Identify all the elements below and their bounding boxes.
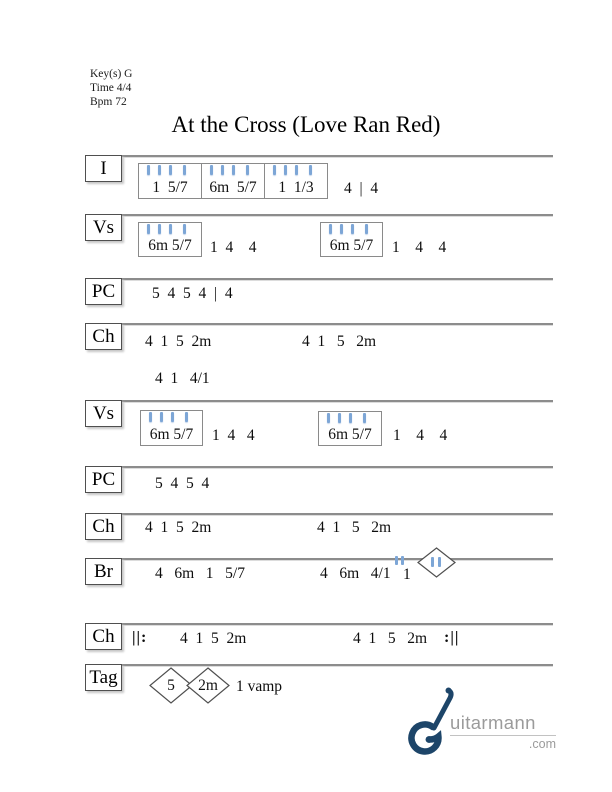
section-label-text: PC: [91, 468, 116, 490]
section-label-text: Br: [94, 560, 113, 582]
chord-phrase: 6m 5/7: [149, 426, 194, 443]
bpm: Bpm 72: [90, 96, 127, 108]
repeat-close-sign: :||: [444, 629, 460, 646]
chord-phrase: 4 1 5 2m: [302, 333, 377, 350]
time-signature: Time 4/4: [90, 82, 132, 94]
chord-phrase: 1 4 4: [392, 239, 447, 256]
section-line: [85, 513, 553, 515]
section-label-text: Tag: [89, 666, 118, 688]
chord-box: [140, 410, 203, 446]
chord-phrase: 4 1 5 2m: [317, 519, 392, 536]
section-line: [85, 466, 553, 468]
chord-phrase: 5 4 5 4 | 4: [152, 285, 233, 302]
chord-box: [138, 222, 202, 257]
chord-phrase: 1 4 4: [393, 427, 448, 444]
section-label-prechorus2: [85, 466, 122, 493]
chord-phrase: 6m 5/7: [209, 179, 257, 196]
diamond-chord: 2m: [198, 676, 218, 694]
section-label-verse1: [85, 214, 122, 241]
section-label-tag: [85, 664, 122, 691]
section-line: [85, 558, 553, 560]
section-label-text: Vs: [92, 216, 115, 238]
chord-phrase: 4 | 4: [344, 180, 379, 197]
section-label-chorus3: [85, 623, 122, 650]
chord-phrase: 4 1 5 2m: [145, 333, 212, 350]
chord-box: [320, 222, 383, 257]
chord-phrase: 4 1 5 2m: [180, 630, 247, 647]
chord-phrase: 4 1 4/1: [155, 370, 210, 387]
chord-phrase: 6m 5/7: [328, 426, 372, 443]
chord-phrase: 4 6m 1 5/7: [155, 565, 245, 582]
diamond-hold-icon: [417, 547, 456, 578]
chord-phrase: 6m 5/7: [329, 237, 374, 254]
chord-phrase: 4 1 5 2m: [353, 630, 428, 647]
section-line: [85, 400, 553, 402]
chord-phrase: 1 1/3: [278, 179, 314, 196]
chord-box: [318, 411, 382, 446]
section-line: [85, 664, 553, 666]
section-label-bridge: [85, 558, 122, 585]
chord-phrase: 1 4 4: [212, 427, 255, 444]
diamond-chord-icon: [186, 667, 230, 704]
chord-phrase: 4 1 5 2m: [145, 519, 212, 536]
section-label-text: Ch: [92, 325, 115, 347]
key-signature: Key(s) G: [90, 68, 133, 80]
intro-measure-box: [138, 163, 328, 199]
section-label-prechorus1: [85, 278, 122, 305]
section-line: [85, 623, 553, 625]
chord-phrase: 1 5/7: [152, 179, 188, 196]
section-label-verse2: [85, 400, 122, 427]
chord-phrase: 6m 5/7: [148, 237, 192, 254]
header-info: [90, 67, 132, 109]
measure-cell: [139, 164, 201, 198]
measure-cell: [201, 164, 265, 198]
section-label-text: Vs: [92, 402, 115, 424]
song-title: At the Cross (Love Ran Red): [171, 112, 441, 137]
repeat-open-sign: ||:: [132, 629, 148, 646]
diamond-chord: 5: [167, 676, 175, 694]
chord-phrase: 1 vamp: [236, 678, 283, 695]
section-label-chorus2: [85, 513, 122, 540]
brand-logo: [408, 686, 558, 756]
section-label-text: Ch: [92, 625, 115, 647]
chord-phrase: 1 4 4: [210, 239, 257, 256]
section-label-text: I: [100, 157, 107, 179]
section-label-intro: [85, 155, 122, 182]
section-label-chorus1: [85, 323, 122, 350]
section-label-text: Ch: [92, 515, 115, 537]
brand-domain: .com: [528, 737, 556, 751]
section-line: [85, 155, 553, 157]
brand-name: uitarmann: [450, 712, 556, 736]
chord-phrase: 5 4 5 4: [155, 475, 210, 492]
push-chord: 1: [403, 566, 411, 583]
section-line: [85, 323, 553, 325]
section-line: [85, 278, 553, 280]
chord-phrase: 4 6m 4/1: [320, 565, 391, 582]
section-label-text: PC: [91, 280, 116, 302]
section-line: [85, 214, 553, 216]
measure-cell: [265, 164, 327, 198]
